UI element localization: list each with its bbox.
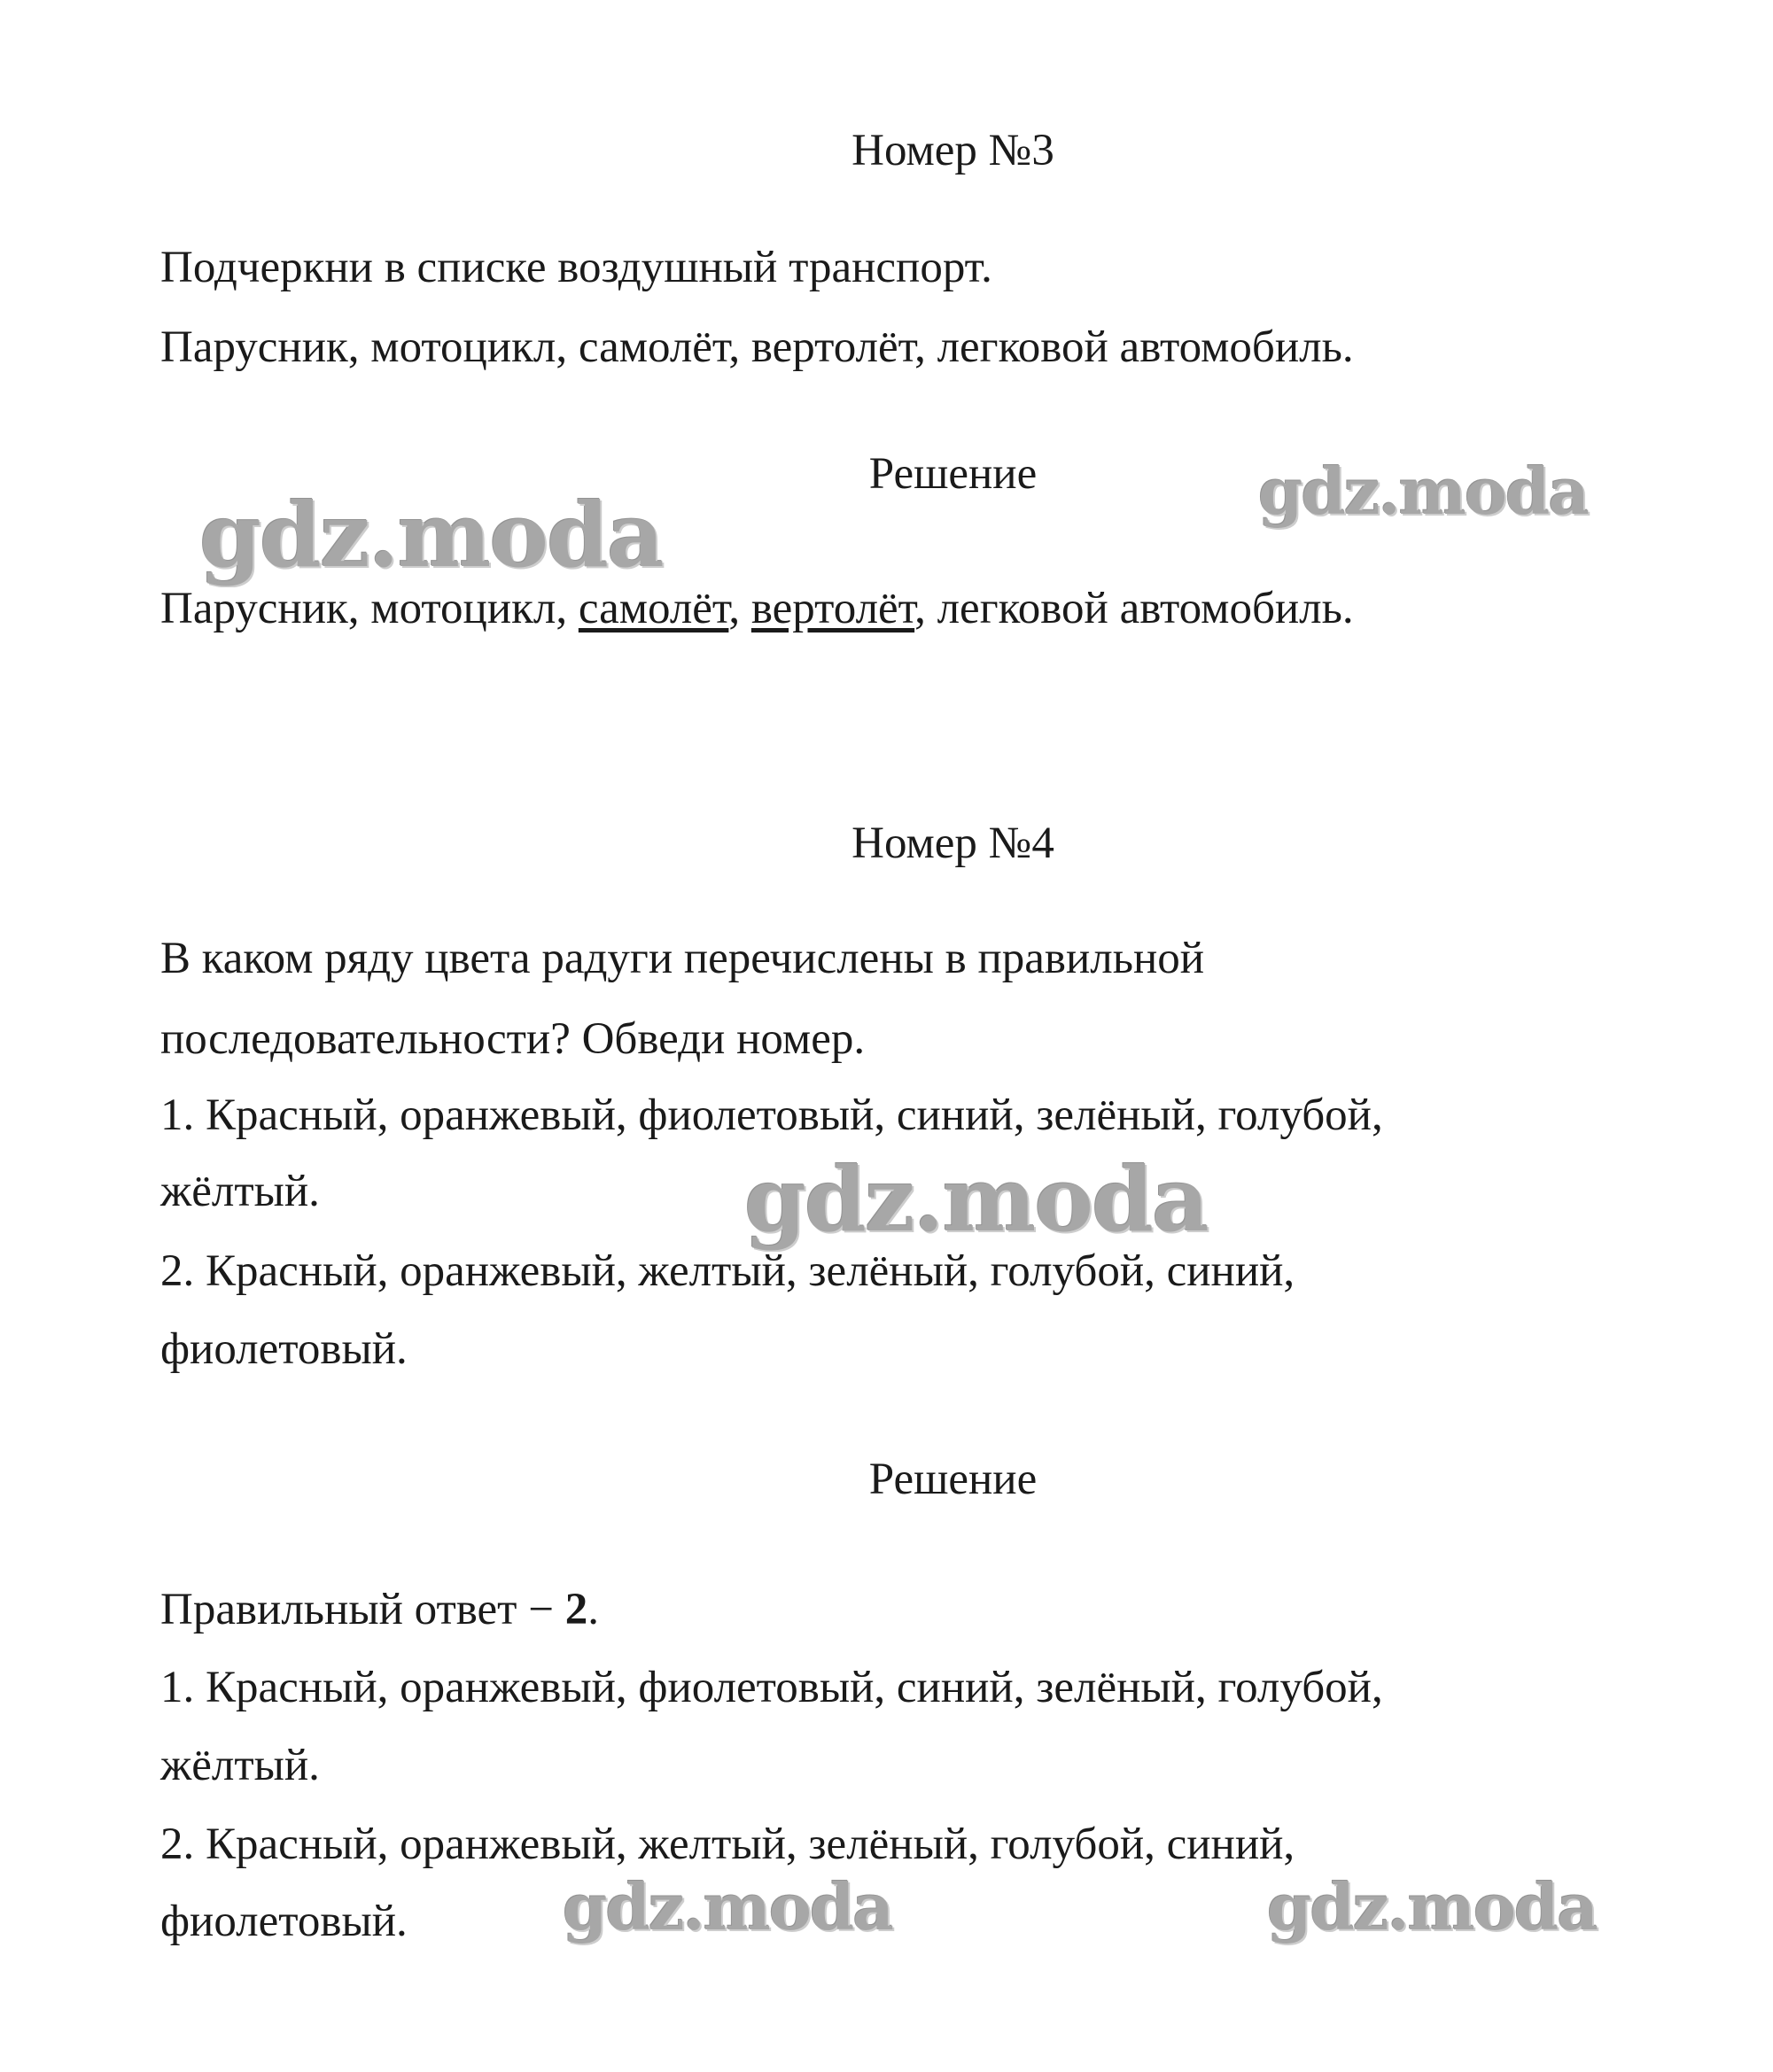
watermark-logo: gdz.moda [1258,454,1588,529]
watermark-logo: gdz.moda [563,1869,892,1944]
watermark-logo: gdz.moda [1267,1869,1597,1944]
underlined-helicopter: вертолёт [750,584,915,633]
answer-value: 2 [564,1585,588,1634]
answer-separator: , [728,584,751,633]
answer-text: Парусник, мотоцикл, [160,584,579,633]
watermark-logo: gdz.moda [199,483,663,587]
task4-solution-option2-line2: фиолетовый. [160,1897,408,1946]
task4-option1-line1: 1. Красный, оранжевый, фиолетовый, синий, зелёный, голубой, [160,1090,1383,1140]
underlined-airplane: самолёт [578,584,729,633]
task3-solution-heading: Решение [868,449,1038,499]
answer-text-end: , легковой автомобиль. [914,584,1354,633]
task4-solution-heading: Решение [868,1455,1038,1504]
answer-prefix: Правильный ответ − [160,1585,565,1634]
watermark-logo: gdz.moda [744,1147,1208,1252]
task3-question: Подчеркни в списке воздушный транспорт. [160,243,992,292]
task4-title: Номер №4 [852,819,1054,868]
task3-list: Парусник, мотоцикл, самолёт, вертолёт, легковой автомобиль. [160,322,1354,372]
task4-option1-line2: жёлтый. [160,1167,320,1216]
task4-option2-line2: фиолетовый. [160,1324,408,1374]
task4-solution-option1-line1: 1. Красный, оранжевый, фиолетовый, синий, зелёный, голубой, [160,1663,1383,1712]
task4-answer [160,1583,599,1636]
task4-question-line2: последовательности? Обведи номер. [160,1014,866,1064]
task4-option2-line1: 2. Красный, оранжевый, желтый, зелёный, голубой, синий, [160,1246,1295,1296]
task3-answer [160,582,1354,635]
answer-suffix: . [587,1585,599,1634]
task4-solution-option2-line1: 2. Красный, оранжевый, желтый, зелёный, голубой, синий, [160,1820,1295,1869]
task3-title: Номер №3 [852,126,1054,175]
task4-question-line1: В каком ряду цвета радуги перечислены в правильной [160,934,1205,983]
task4-solution-option1-line2: жёлтый. [160,1741,320,1790]
